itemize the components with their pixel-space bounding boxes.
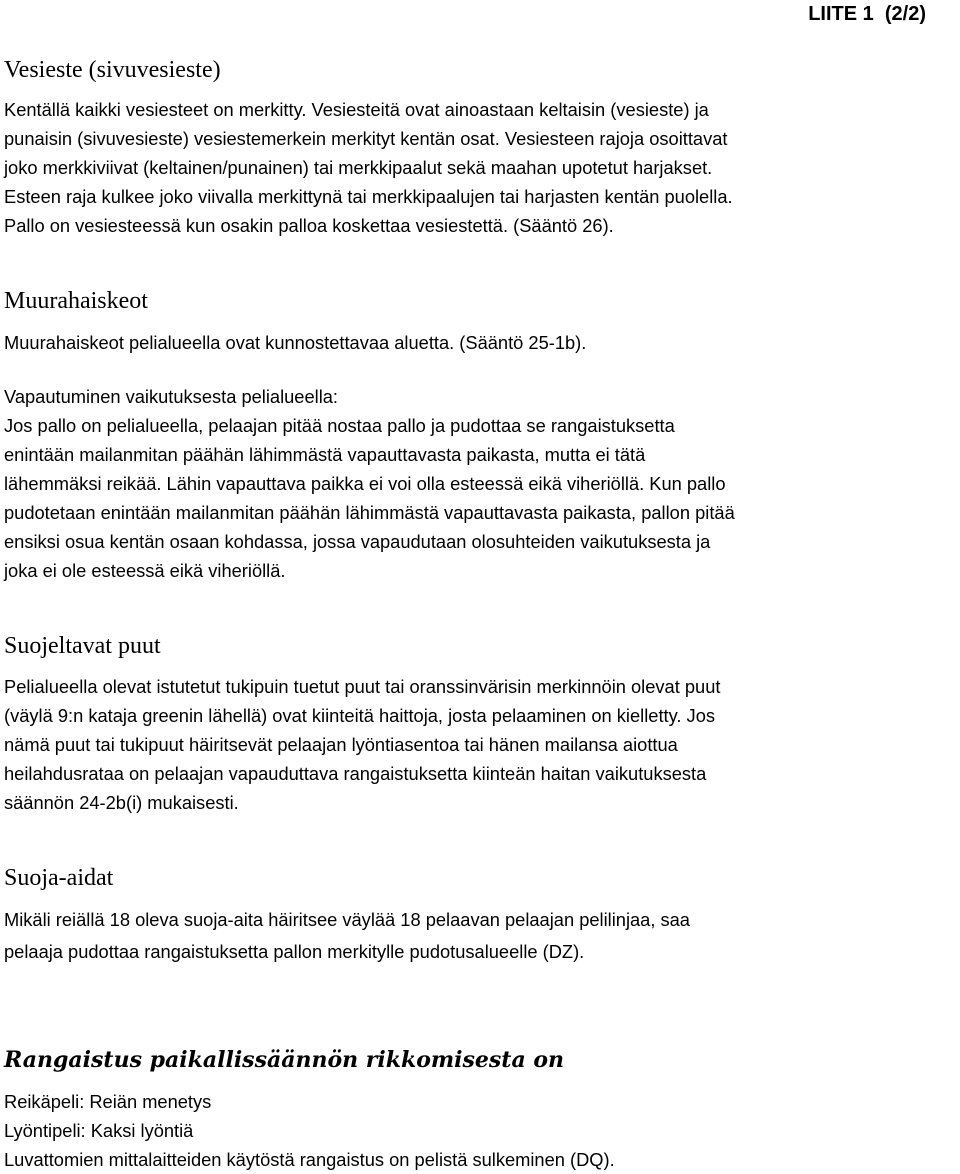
paragraph-line: Mikäli reiällä 18 oleva suoja-aita häiritsee väylää 18 pelaavan pelaajan pelilinjaa, saa xyxy=(4,909,690,930)
paragraph-line: joka ei ole esteessä eikä viheriöllä. xyxy=(4,560,286,581)
paragraph-line: Vapautuminen vaikutuksesta pelialueella: xyxy=(4,386,339,407)
section-water-hazard-body xyxy=(4,95,956,240)
paragraph-line: ensiksi osua kentän osaan kohdassa, jossa vapaudutaan olosuhteiden vaikutuksesta ja xyxy=(4,531,711,552)
paragraph-line: lähemmäksi reikää. Lähin vapauttava paikka ei voi olla esteessä eikä viheriöllä. Kun pallo xyxy=(4,473,726,494)
paragraph-line: Jos pallo on pelialueella, pelaajan pitää nostaa pallo ja pudottaa se rangaistuksetta xyxy=(4,415,675,436)
paragraph-line: Esteen raja kulkee joko viivalla merkittynä tai merkkipaalujen tai harjasten kentän puolella. xyxy=(4,186,733,207)
paragraph-line: (väylä 9:n kataja greenin lähellä) ovat kiinteitä haittoja, josta pelaaminen on kielletty. Jos xyxy=(4,705,716,726)
paragraph-line: joko merkkiviivat (keltainen/punainen) tai merkkipaalut sekä maahan upotetut harjakset. xyxy=(4,157,713,178)
paragraph-line: Reikäpeli: Reiän menetys xyxy=(4,1091,212,1112)
paragraph-line: Kentällä kaikki vesiesteet on merkitty. Vesiesteitä ovat ainoastaan keltaisin (vesieste) ja xyxy=(4,99,709,120)
paragraph-line: Pelialueella olevat istutetut tukipuin tuetut puut tai oranssinvärisin merkinnöin olevat puut xyxy=(4,676,721,697)
section-anthills-body xyxy=(4,328,956,357)
section-title-fences: Suoja-aidat xyxy=(4,865,114,891)
paragraph-line: Lyöntipeli: Kaksi lyöntiä xyxy=(4,1120,194,1141)
section-title-protected-trees: Suojeltavat puut xyxy=(4,633,161,659)
section-title-penalty: Rangaistus paikallissäännön rikkomisesta on xyxy=(4,1047,565,1073)
paragraph-line: punaisin (sivuvesieste) vesiestemerkein merkityt kentän osat. Vesiesteen rajoja osoittavat xyxy=(4,128,728,149)
paragraph-line: säännön 24-2b(i) mukaisesti. xyxy=(4,792,239,813)
section-protected-trees-body xyxy=(4,672,956,817)
section-anthills-relief xyxy=(4,382,956,585)
paragraph-line: heilahdusrataa on pelaajan vapauduttava rangaistuksetta kiinteän haitan vaikutuksesta xyxy=(4,763,707,784)
paragraph-line: Luvattomien mittalaitteiden käytöstä rangaistus on pelistä sulkeminen (DQ). xyxy=(4,1149,615,1170)
appendix-label: LIITE 1 (2/2) xyxy=(808,3,926,25)
section-water-hazard xyxy=(4,56,956,84)
section-anthills xyxy=(4,287,956,315)
section-penalty xyxy=(4,1046,956,1074)
paragraph-line: pelaaja pudottaa rangaistuksetta pallon merkitylle pudotusalueelle (DZ). xyxy=(4,941,585,962)
section-title-anthills: Muurahaiskeot xyxy=(4,288,148,314)
paragraph-line: nämä puut tai tukipuut häiritsevät pelaajan lyöntiasentoa tai hänen mailansa aiottua xyxy=(4,734,678,755)
section-title-water-hazard: Vesieste (sivuvesieste) xyxy=(4,57,221,83)
section-penalty-body xyxy=(4,1087,956,1174)
section-protected-trees xyxy=(4,632,956,660)
section-fences-body xyxy=(4,904,956,968)
paragraph-line: Muurahaiskeot pelialueella ovat kunnostettavaa aluetta. (Sääntö 25-1b). xyxy=(4,332,587,353)
paragraph-line: Pallo on vesiesteessä kun osakin palloa koskettaa vesiestettä. (Sääntö 26). xyxy=(4,215,614,236)
paragraph-line: enintään mailanmitan päähän lähimmästä vapauttavasta paikasta, mutta ei tätä xyxy=(4,444,646,465)
section-fences xyxy=(4,864,956,892)
paragraph-line: pudotetaan enintään mailanmitan päähän lähimmästä vapauttavasta paikasta, pallon pitää xyxy=(4,502,735,523)
